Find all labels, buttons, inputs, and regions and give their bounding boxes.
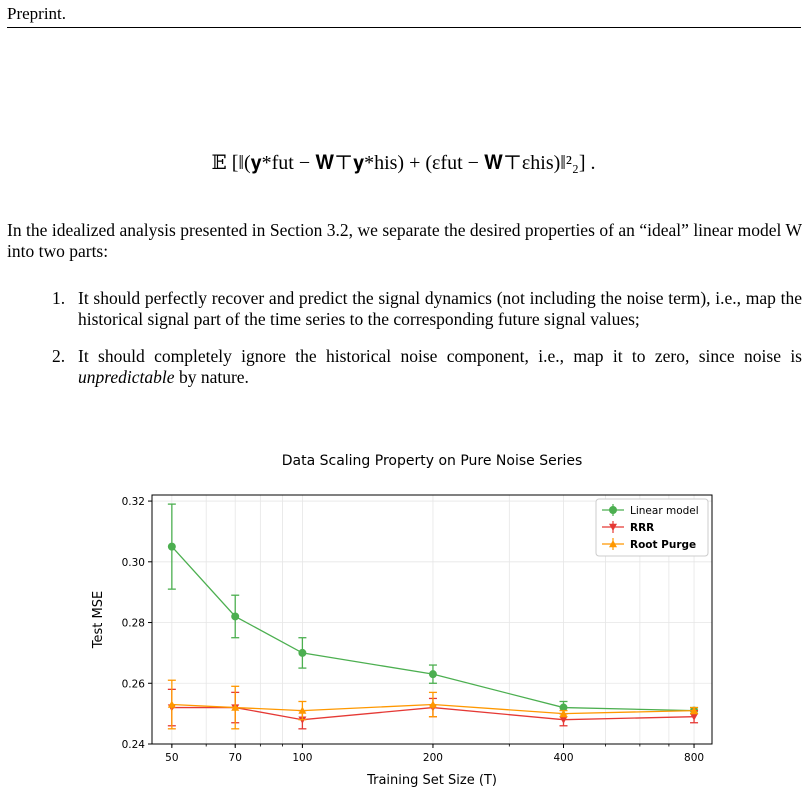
legend-swatch-marker xyxy=(610,507,617,514)
equation-body: [‖(𝐲*fut − 𝐖⊤𝐲*his) + (εfut − 𝐖⊤εhis)‖²₂] . xyxy=(231,152,596,174)
y-tick-label: 0.24 xyxy=(121,739,145,751)
header-rule xyxy=(7,27,801,28)
running-header: Preprint. xyxy=(7,4,67,23)
x-tick-label: 200 xyxy=(422,752,443,764)
numbered-list xyxy=(52,288,802,404)
list-item-number: 1. xyxy=(52,288,66,308)
x-axis-label: Training Set Size (T) xyxy=(367,773,497,788)
chart-figure xyxy=(80,445,730,790)
data-point xyxy=(232,613,239,620)
display-equation xyxy=(0,150,807,175)
legend-label: RRR xyxy=(630,522,655,534)
chart-svg xyxy=(80,445,730,790)
body-paragraph: In the idealized analysis presented in Section 3.2, we separate the desired properties of an “ideal” linear model W into two parts: xyxy=(7,220,802,261)
legend-label: Root Purge xyxy=(630,539,697,551)
chart-title: Data Scaling Property on Pure Noise Series xyxy=(281,453,583,469)
data-point xyxy=(429,671,436,678)
data-point xyxy=(299,649,306,656)
x-tick-label: 800 xyxy=(684,752,705,764)
y-tick-label: 0.26 xyxy=(121,678,145,691)
y-axis-label: Test MSE xyxy=(91,590,106,649)
list-item xyxy=(52,346,802,388)
y-tick-label: 0.28 xyxy=(121,617,145,630)
list-item xyxy=(52,288,802,330)
list-item-text: It should perfectly recover and predict the signal dynamics (not including the noise term), i.e., map the historical signal part of the time series to the corresponding future signal values; xyxy=(78,288,802,329)
list-item-text-pre: It should completely ignore the historical noise component, i.e., map it to zero, since noise is xyxy=(78,346,802,366)
list-item-emphasis: unpredictable xyxy=(78,367,175,387)
y-tick-label: 0.32 xyxy=(121,496,145,509)
expectation-symbol: 𝔼 xyxy=(211,152,227,174)
x-tick-label: 100 xyxy=(292,752,313,764)
x-tick-label: 50 xyxy=(165,752,179,764)
list-item-text-post: by nature. xyxy=(174,367,249,387)
list-item-number: 2. xyxy=(52,346,66,366)
x-tick-label: 70 xyxy=(228,752,242,764)
legend-label: Linear model xyxy=(630,505,699,517)
y-tick-label: 0.30 xyxy=(121,556,145,569)
data-point xyxy=(168,543,175,550)
x-tick-label: 400 xyxy=(553,752,574,764)
